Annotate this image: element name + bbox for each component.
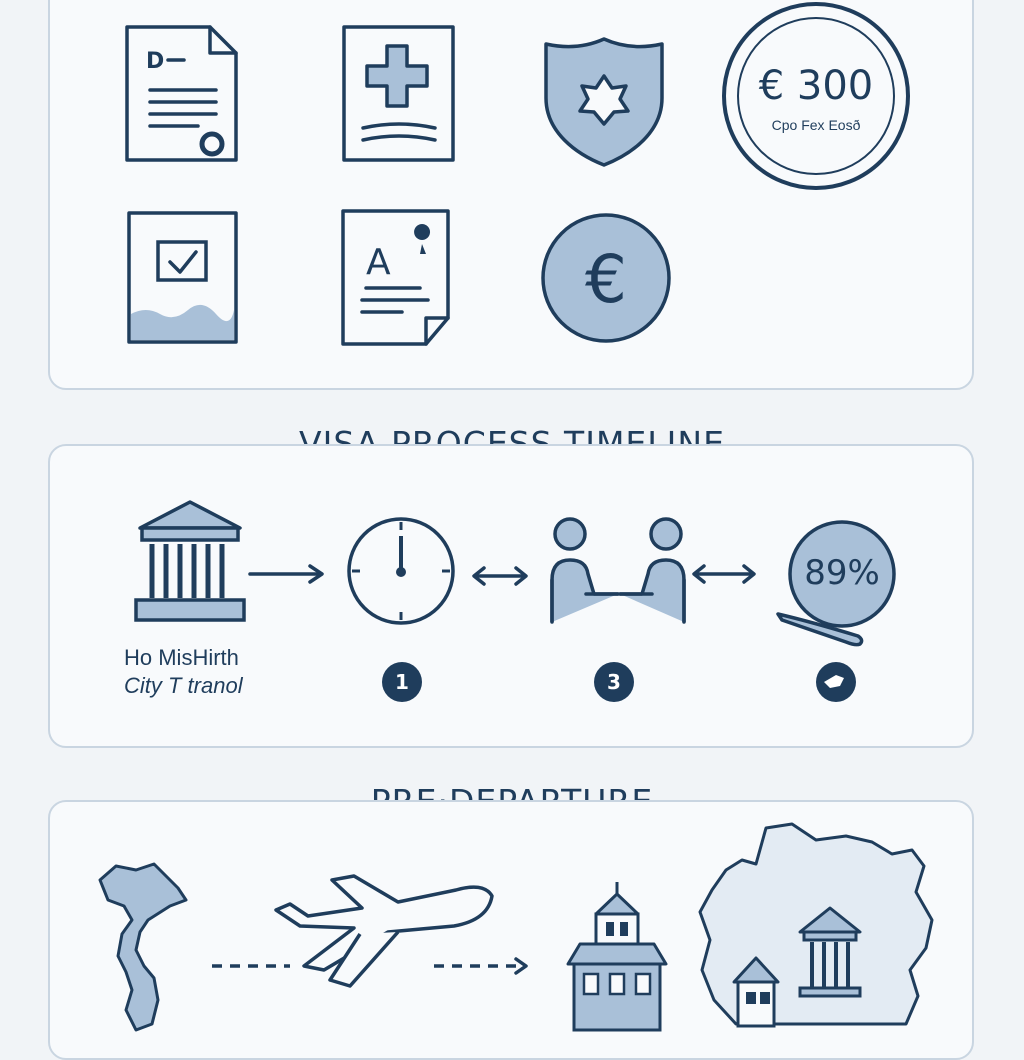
timeline-arrow: [248, 562, 328, 586]
fee-seal-icon: [720, 0, 912, 192]
step-badge-3: 3: [594, 662, 634, 702]
interview-people-icon: [546, 514, 692, 630]
destination-building-icon: [556, 880, 678, 1030]
health-insurance-document-icon: [341, 24, 457, 164]
approval-rate-icon: [772, 522, 902, 652]
fee-caption: Cpo Fex Eosð: [771, 117, 861, 133]
shield-icon: [542, 36, 666, 168]
step-badge-final: [814, 662, 858, 702]
location-label-line1: Ho MisHirth: [124, 645, 239, 670]
document-letter: D: [146, 49, 165, 74]
vietnam-map-icon: [96, 860, 196, 1030]
checklist-document-icon: [126, 210, 240, 346]
clock-icon: [346, 516, 456, 626]
embassy-building-icon: [132, 498, 248, 626]
timeline-double-arrow: [470, 564, 530, 588]
step-badge-1: 1: [382, 662, 422, 702]
passport-document-icon: [124, 24, 240, 164]
timeline-double-arrow: [690, 562, 758, 586]
fee-amount: € 300: [758, 63, 874, 109]
approval-percent: 89%: [804, 553, 880, 593]
destination-country-map-icon: [696, 820, 936, 1030]
language-certificate-icon: [340, 208, 460, 348]
euro-coin-icon: [540, 212, 672, 344]
location-label-line2: City T tranol: [124, 673, 243, 698]
certificate-letter: A: [366, 242, 391, 283]
airplane-icon: [270, 870, 500, 996]
euro-symbol: €: [585, 241, 627, 318]
travel-route-arrow: [432, 956, 532, 976]
